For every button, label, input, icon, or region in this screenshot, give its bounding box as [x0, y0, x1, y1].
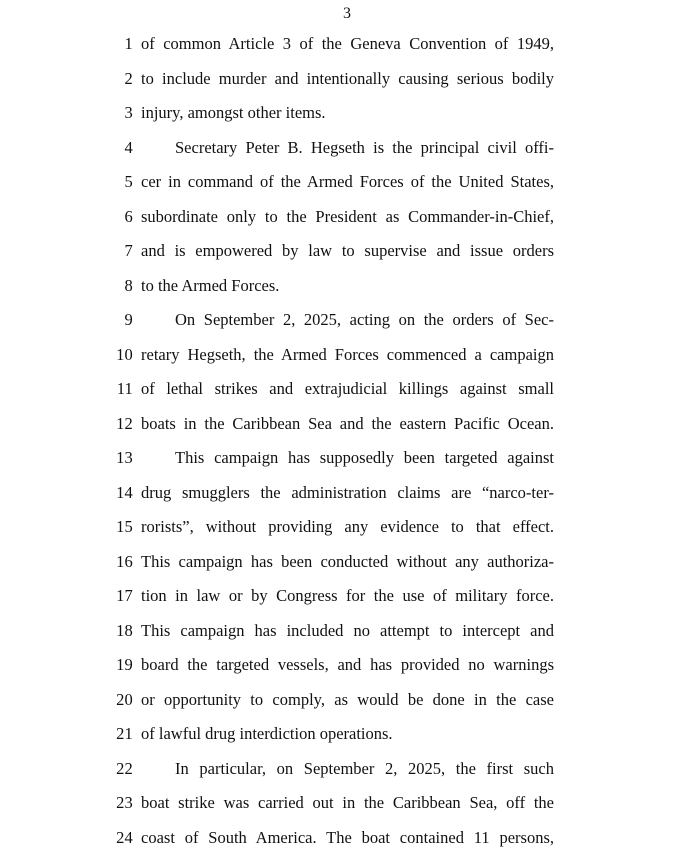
line-number: 16: [104, 551, 133, 573]
document-line: [0, 825, 694, 859]
line-number: 6: [104, 206, 133, 228]
line-text: coast of South America. The boat contained 11 persons,: [141, 827, 554, 849]
numbered-text-body: [0, 31, 694, 859]
line-text: boats in the Caribbean Sea and the eastern Pacific Ocean.: [141, 413, 554, 435]
document-line: [0, 169, 694, 204]
document-line: [0, 342, 694, 377]
document-line: [0, 31, 694, 66]
document-line: [0, 514, 694, 549]
line-number: 2: [104, 68, 133, 90]
line-number: 3: [104, 102, 133, 124]
document-line: [0, 445, 694, 480]
line-text: This campaign has been conducted without any authoriza-: [141, 551, 554, 573]
document-line: [0, 66, 694, 101]
page-number: 3: [0, 2, 694, 26]
line-text: On September 2, 2025, acting on the orders of Sec-: [141, 309, 554, 331]
line-text: subordinate only to the President as Commander-in-Chief,: [141, 206, 554, 228]
line-number: 5: [104, 171, 133, 193]
line-number: 14: [104, 482, 133, 504]
line-number: 8: [104, 275, 133, 297]
document-line: [0, 273, 694, 308]
line-number: 4: [104, 137, 133, 159]
line-text: boat strike was carried out in the Caribbean Sea, off the: [141, 792, 554, 814]
document-line: [0, 549, 694, 584]
document-line: [0, 238, 694, 273]
document-line: [0, 411, 694, 446]
line-text: of lethal strikes and extrajudicial killings against small: [141, 378, 554, 400]
line-text: This campaign has included no attempt to intercept and: [141, 620, 554, 642]
line-text: of lawful drug interdiction operations.: [141, 723, 554, 745]
line-text: or opportunity to comply, as would be done in the case: [141, 689, 554, 711]
line-text: retary Hegseth, the Armed Forces commenced a campaign: [141, 344, 554, 366]
line-number: 10: [104, 344, 133, 366]
line-number: 24: [104, 827, 133, 849]
line-text: injury, amongst other items.: [141, 102, 554, 124]
line-number: 20: [104, 689, 133, 711]
line-text: This campaign has supposedly been targeted against: [141, 447, 554, 469]
document-line: [0, 756, 694, 791]
document-line: [0, 652, 694, 687]
document-line: [0, 583, 694, 618]
line-number: 23: [104, 792, 133, 814]
line-text: to the Armed Forces.: [141, 275, 554, 297]
line-text: of common Article 3 of the Geneva Convention of 1949,: [141, 33, 554, 55]
line-number: 21: [104, 723, 133, 745]
line-text: In particular, on September 2, 2025, the first such: [141, 758, 554, 780]
line-number: 13: [104, 447, 133, 469]
line-text: rorists”, without providing any evidence to that effect.: [141, 516, 554, 538]
line-number: 17: [104, 585, 133, 607]
line-text: drug smugglers the administration claims are “narco-ter-: [141, 482, 554, 504]
document-line: [0, 307, 694, 342]
line-text: to include murder and intentionally causing serious bodily: [141, 68, 554, 90]
document-line: [0, 790, 694, 825]
line-text: and is empowered by law to supervise and issue orders: [141, 240, 554, 262]
document-line: [0, 135, 694, 170]
document-line: [0, 204, 694, 239]
line-number: 1: [104, 33, 133, 55]
line-text: board the targeted vessels, and has provided no warnings: [141, 654, 554, 676]
line-number: 11: [104, 378, 133, 400]
line-number: 19: [104, 654, 133, 676]
line-number: 7: [104, 240, 133, 262]
document-line: [0, 100, 694, 135]
line-number: 9: [104, 309, 133, 331]
line-text: Secretary Peter B. Hegseth is the principal civil offi-: [141, 137, 554, 159]
line-text: tion in law or by Congress for the use of military force.: [141, 585, 554, 607]
line-number: 22: [104, 758, 133, 780]
document-line: [0, 480, 694, 515]
line-number: 12: [104, 413, 133, 435]
document-line: [0, 687, 694, 722]
document-line: [0, 376, 694, 411]
line-number: 15: [104, 516, 133, 538]
document-line: [0, 721, 694, 756]
line-number: 18: [104, 620, 133, 642]
document-line: [0, 618, 694, 653]
line-text: cer in command of the Armed Forces of the United States,: [141, 171, 554, 193]
